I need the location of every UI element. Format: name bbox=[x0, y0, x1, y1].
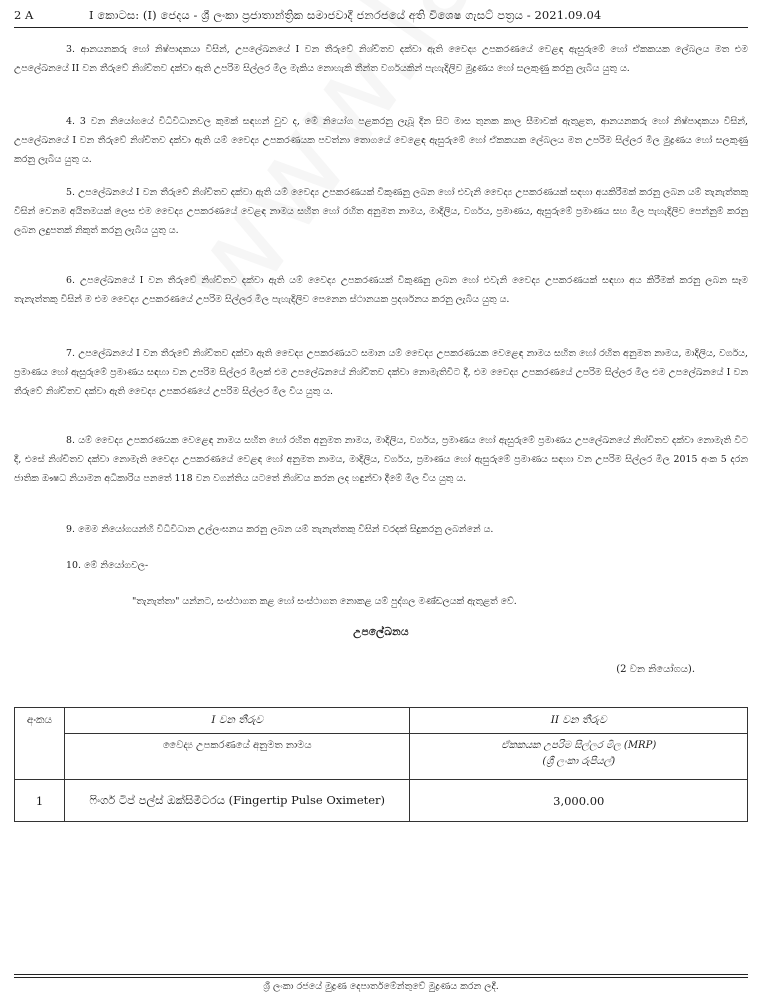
paragraph-4: 4. 3 වන නියෝගයේ විධිවිධානවල කුමක් සඳහන් වුව ද, මේ නියෝග පළකරනු ලැබූ දින සිට මාස තුනක කාල සීමාවක් ඇතුළත, ආනයනකරු හෝ නිෂ්පාදකයා විසින්, උපලේඛනයේ I වන තීරුවේ නිශ්චිතව දක්වා ඇති යම් වෛද්‍ය උපකරණයක පවත්නා තොගයේ වෙළෙඳ ඇසුරුමේ හෝ ඒකකයක ලේබලය මත උපරිම සිල්ලර මිල මුද්‍රණය හෝ සලකුණු කරනු ලැබිය යුතු ය. bbox=[14, 116, 748, 165]
page-header bbox=[14, 6, 748, 24]
table-subheader-row bbox=[15, 734, 748, 780]
schedule-table bbox=[14, 707, 748, 822]
col-2-subheader bbox=[410, 734, 748, 780]
paragraph-3: 3. ආනයනකරු හෝ නිෂ්පාදකයා විසින්, උපලේඛනයේ I වන තීරුවේ නිශ්චිතව දක්වා ඇති වෛද්‍ය උපකරණයේ වෙළඳ ඇසුරුමේ හෝ ඒකකයක ලේබලය මත එම උපලේඛනයේ II වන තීරුවේ නිශ්චිතව දක්වා ඇති උපරිම සිල්ලර මිල මැකිය නොහැකි තීන්ත වර්ගයකින් පැහැදිලිව මුද්‍රණය හෝ සලකුණු කරනු ලැබිය යුතු ය. bbox=[14, 44, 748, 74]
paragraph-8: 8. යම් වෛද්‍ය උපකරණයක වෙළෙඳ නාමය සහිත හෝ රහිත අනුමත නාමය, මාදිලිය, වර්ගය, ප්‍රමාණය හෝ ඇසුරුමේ ප්‍රමාණය උපලේඛනයේ නිශ්චිතව දක්වා නොමැති විට දී, එසේ නිශ්චිතව දක්වා නොමැති වෛද්‍ය උපකරණයේ වෙළඳ හෝ අනුමත නාමය, මාදිලිය, වර්ගය, ප්‍රමාණය හෝ ඇසුරුමේ ප්‍රමාණය සඳහා වන උපරිම සිල්ලර මිල 2015 අංක 5 දරන ජාතික ඖෂධ නියාමන අධිකාරිය පනතේ 118 වන වගන්තිය යටතේ නිශ්චය කරන ලද හඳුන්වා දීමේ මිල විය යුතු ය. bbox=[14, 435, 748, 484]
table-row bbox=[15, 780, 748, 822]
col-1-header: I වන තීරුව bbox=[64, 708, 410, 734]
col-2-header: II වන තීරුව bbox=[410, 708, 748, 734]
regulation-reference: (2 වන නියෝගය). bbox=[616, 664, 695, 675]
col-2-subheader-line2: (ශ්‍රී ලංකා රුපියල්) bbox=[542, 756, 616, 767]
gazette-title: I කොටස: (I) ජෙදය - ශ්‍රී ලංකා ප්‍රජාතාන්ත්‍රික සමාජවාදී ජනරජයේ අති විශෙෂ ගැසට් පත්‍රය - 2021.09.04 bbox=[89, 8, 602, 22]
device-name: ෆිංගර් ටිප් පල්ස් ඔක්සිමීටරය (Fingertip Pulse Oximeter) bbox=[64, 780, 410, 822]
table-header-row bbox=[15, 708, 748, 734]
page-number: 2 A bbox=[14, 8, 34, 22]
row-number: 1 bbox=[15, 780, 65, 822]
header-rule bbox=[14, 27, 748, 28]
footer-rule-2 bbox=[14, 977, 748, 978]
paragraph-7: 7. උපලේඛනයේ I වන තීරුවේ නිශ්චිතව දක්වා ඇති වෛද්‍ය උපකරණයට සමාන යම් වෛද්‍ය උපකරණයක වෙළෙඳ නාමය සහිත හෝ රහිත අනුමත නාමය, මාදිලිය, වර්ගය, ප්‍රමාණය හෝ ඇසුරුමේ ප්‍රමාණය සඳහා වන උපරිම සිල්ලර මිලක් එම උපලේඛනයේ නිශ්චිතව දක්වා නොමැතිවිට දී, එම වෛද්‍ය උපකරණයේ උපරිම සිල්ලර මිල එම උපලේඛනයේ I වන තීරුවේ නිශ්චිතව දක්වා ඇති වෛද්‍ය උපකරණයේ උපරිම සිල්ලර මිල විය යුතු ය. bbox=[14, 348, 748, 397]
footer-rule-1 bbox=[14, 974, 748, 975]
paragraph-5: 5. උපලේඛනයේ I වන තීරුවේ නිශ්චිතව දක්වා ඇති යම් වෛද්‍ය උපකරණයක් විකුණනු ලබන හෝ එවැනි වෛද්‍ය උපකරණයක් සඳහා අයකිරීමක් කරනු ලබන යම් තැනැත්තකු විසින් වෙනම අයිතමයක් ලෙස එම වෛද්‍ය උපකරණයේ වෙළඳ නාමය සහිත හෝ රහිත අනුමත නාමය, මාදිලිය, වර්ගය, ප්‍රමාණය, ඇසුරුමේ ප්‍රමාණය සහ මිල පැහැදිලිව පෙන්නුම් කරනු ලබන ලදුපතක් නිකුත් කරනු ලැබිය යුතු ය. bbox=[14, 187, 748, 236]
annex-title: උපලේඛනය bbox=[353, 626, 409, 638]
col-2-subheader-line1: ඒකකයක උපරිම සිල්ලර මිල (MRP) bbox=[501, 740, 657, 751]
printer-footer: ශ්‍රී ලංකා රජයේ මුද්‍රණ දෙපාර්තමේන්තුවේ මුද්‍රණය කරන ලදී. bbox=[263, 981, 499, 992]
col-number-header: අංකය bbox=[15, 708, 65, 780]
definition-person: "තැනැත්තා" යන්නට, සංස්ථාගත කළ හෝ සංස්ථාගත නොකළ යම් පුද්ගල මණ්ඩලයක් ඇතුළත් වේ. bbox=[132, 596, 517, 607]
device-mrp: 3,000.00 bbox=[410, 780, 748, 822]
col-1-subheader: වෛද්‍ය උපකරණයේ අනුමත නාමය bbox=[64, 734, 410, 780]
paragraph-10: 10. මේ නියෝගවල- bbox=[66, 560, 149, 571]
paragraph-6: 6. උපලේඛනයේ I වන තීරුවේ නිශ්චිතව දක්වා ඇති යම් වෛද්‍ය උපකරණයක් විකුණනු ලබන හෝ එවැනි වෛද්‍ය උපකරණයක් සඳහා අය කිරීමක් කරනු ලබන සෑම තැනැත්තකු විසින් ම එම වෛද්‍ය උපකරණයේ උපරිම සිල්ලර මිල පැහැදිලිව පෙනෙන ස්ථානයක ප්‍රදර්ශනය කරනු ලැබිය යුතු ය. bbox=[14, 275, 748, 305]
paragraph-9: 9. මෙම නියෝගයන්හි විධිවිධාන උල්ලංඝනය කරනු ලබන යම් තැනැත්තකු විසින් වරදක් සිදුකරනු ලබන්නේ ය. bbox=[66, 524, 494, 535]
